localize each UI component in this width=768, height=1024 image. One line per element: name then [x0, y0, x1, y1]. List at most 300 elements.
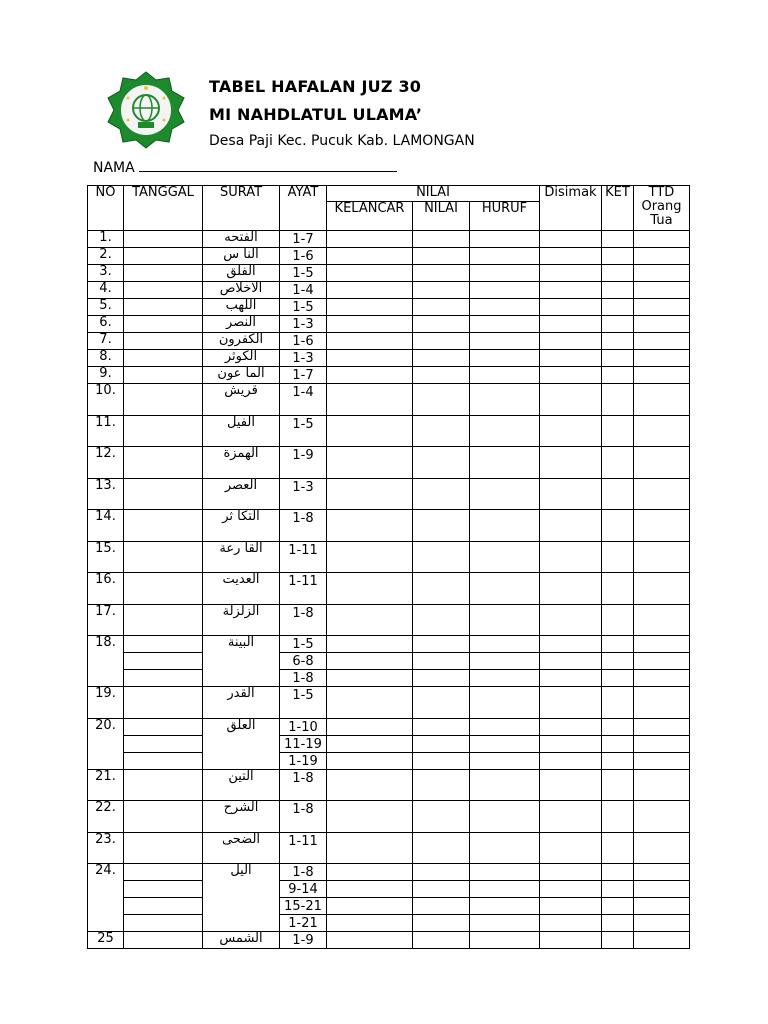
- ayat-range: 11-19: [280, 735, 327, 752]
- row-number: 25: [88, 932, 124, 949]
- kelancar-cell[interactable]: [327, 350, 413, 367]
- kelancar-cell[interactable]: [327, 415, 413, 447]
- nilai-cell[interactable]: [413, 932, 470, 949]
- ket-cell[interactable]: [602, 415, 634, 447]
- ket-cell[interactable]: [602, 541, 634, 573]
- row-number: 18.: [88, 636, 124, 687]
- kelancar-cell[interactable]: [327, 541, 413, 573]
- disimak-cell[interactable]: [540, 384, 602, 416]
- surat-name: الكفرون: [203, 333, 280, 350]
- nilai-cell[interactable]: [413, 384, 470, 416]
- kelancar-cell[interactable]: [327, 932, 413, 949]
- huruf-cell[interactable]: [470, 670, 540, 687]
- tanggal-cell[interactable]: [124, 367, 203, 384]
- disimak-cell[interactable]: [540, 510, 602, 542]
- ttd-cell[interactable]: [634, 333, 690, 350]
- header-ayat: AYAT: [280, 186, 327, 231]
- huruf-cell[interactable]: [470, 636, 540, 653]
- nilai-cell[interactable]: [413, 265, 470, 282]
- surat-name: النصر: [203, 316, 280, 333]
- tanggal-cell[interactable]: [124, 636, 203, 653]
- table-row: [88, 510, 690, 542]
- ttd-cell[interactable]: [634, 864, 690, 881]
- huruf-cell[interactable]: [470, 718, 540, 735]
- table-row: [88, 915, 690, 932]
- kelancar-cell[interactable]: [327, 735, 413, 752]
- huruf-cell[interactable]: [470, 898, 540, 915]
- disimak-cell[interactable]: [540, 932, 602, 949]
- tanggal-cell[interactable]: [124, 350, 203, 367]
- disimak-cell[interactable]: [540, 573, 602, 605]
- tanggal-cell[interactable]: [124, 265, 203, 282]
- disimak-cell[interactable]: [540, 265, 602, 282]
- tanggal-cell[interactable]: [124, 333, 203, 350]
- table-row: [88, 932, 690, 949]
- huruf-cell[interactable]: [470, 333, 540, 350]
- table-row: [88, 864, 690, 881]
- nilai-cell[interactable]: [413, 299, 470, 316]
- nama-label: NAMA: [93, 160, 135, 176]
- nilai-cell[interactable]: [413, 687, 470, 719]
- ayat-range: 1-8: [280, 510, 327, 542]
- ayat-range: 1-8: [280, 801, 327, 833]
- table-row: [88, 333, 690, 350]
- tanggal-cell[interactable]: [124, 447, 203, 479]
- tanggal-cell[interactable]: [124, 687, 203, 719]
- tanggal-cell[interactable]: [124, 299, 203, 316]
- kelancar-cell[interactable]: [327, 299, 413, 316]
- kelancar-cell[interactable]: [327, 670, 413, 687]
- table-row: [88, 282, 690, 299]
- disimak-cell[interactable]: [540, 832, 602, 864]
- ayat-range: 1-6: [280, 333, 327, 350]
- tanggal-cell[interactable]: [124, 653, 203, 670]
- ttd-cell[interactable]: [634, 510, 690, 542]
- tanggal-cell[interactable]: [124, 832, 203, 864]
- ket-cell[interactable]: [602, 687, 634, 719]
- disimak-cell[interactable]: [540, 769, 602, 801]
- table-row: [88, 573, 690, 605]
- table-row: [88, 801, 690, 833]
- kelancar-cell[interactable]: [327, 231, 413, 248]
- kelancar-cell[interactable]: [327, 573, 413, 605]
- nilai-cell[interactable]: [413, 735, 470, 752]
- disimak-cell[interactable]: [540, 864, 602, 881]
- tanggal-cell[interactable]: [124, 415, 203, 447]
- ttd-cell[interactable]: [634, 248, 690, 265]
- ket-cell[interactable]: [602, 752, 634, 769]
- ket-cell[interactable]: [602, 367, 634, 384]
- ttd-cell[interactable]: [634, 670, 690, 687]
- tanggal-cell[interactable]: [124, 898, 203, 915]
- table-row: [88, 752, 690, 769]
- row-number: 21.: [88, 769, 124, 801]
- huruf-cell[interactable]: [470, 769, 540, 801]
- tanggal-cell[interactable]: [124, 932, 203, 949]
- ttd-cell[interactable]: [634, 299, 690, 316]
- nilai-cell[interactable]: [413, 915, 470, 932]
- huruf-cell[interactable]: [470, 541, 540, 573]
- nilai-cell[interactable]: [413, 718, 470, 735]
- nilai-cell[interactable]: [413, 752, 470, 769]
- header-no: NO: [88, 186, 124, 231]
- nilai-cell[interactable]: [413, 636, 470, 653]
- ttd-cell[interactable]: [634, 687, 690, 719]
- ttd-cell[interactable]: [634, 573, 690, 605]
- tanggal-cell[interactable]: [124, 769, 203, 801]
- disimak-cell[interactable]: [540, 415, 602, 447]
- huruf-cell[interactable]: [470, 881, 540, 898]
- disimak-cell[interactable]: [540, 735, 602, 752]
- disimak-cell[interactable]: [540, 350, 602, 367]
- disimak-cell[interactable]: [540, 478, 602, 510]
- row-number: 4.: [88, 282, 124, 299]
- disimak-cell[interactable]: [540, 299, 602, 316]
- kelancar-cell[interactable]: [327, 898, 413, 915]
- surat-name: اليل: [203, 864, 280, 932]
- address: Desa Paji Kec. Pucuk Kab. LAMONGAN: [209, 133, 475, 149]
- row-number: 14.: [88, 510, 124, 542]
- kelancar-cell[interactable]: [327, 604, 413, 636]
- disimak-cell[interactable]: [540, 604, 602, 636]
- ayat-range: 1-11: [280, 541, 327, 573]
- disimak-cell[interactable]: [540, 752, 602, 769]
- row-number: 3.: [88, 265, 124, 282]
- ket-cell[interactable]: [602, 333, 634, 350]
- kelancar-cell[interactable]: [327, 718, 413, 735]
- ket-cell[interactable]: [602, 265, 634, 282]
- nama-field: [93, 159, 397, 176]
- ayat-range: 1-8: [280, 769, 327, 801]
- huruf-cell[interactable]: [470, 915, 540, 932]
- surat-name: التين: [203, 769, 280, 801]
- ket-cell[interactable]: [602, 718, 634, 735]
- row-number: 5.: [88, 299, 124, 316]
- disimak-cell[interactable]: [540, 231, 602, 248]
- ket-cell[interactable]: [602, 801, 634, 833]
- table-row: [88, 636, 690, 653]
- kelancar-cell[interactable]: [327, 687, 413, 719]
- nilai-cell[interactable]: [413, 510, 470, 542]
- disimak-cell[interactable]: [540, 653, 602, 670]
- nilai-cell[interactable]: [413, 653, 470, 670]
- disimak-cell[interactable]: [540, 447, 602, 479]
- ayat-range: 1-7: [280, 231, 327, 248]
- ayat-range: 1-5: [280, 299, 327, 316]
- ket-cell[interactable]: [602, 316, 634, 333]
- ttd-cell[interactable]: [634, 478, 690, 510]
- kelancar-cell[interactable]: [327, 447, 413, 479]
- nilai-cell[interactable]: [413, 898, 470, 915]
- ayat-range: 1-7: [280, 367, 327, 384]
- table-row: [88, 367, 690, 384]
- surat-name: الشمس: [203, 932, 280, 949]
- nilai-cell[interactable]: [413, 864, 470, 881]
- kelancar-cell[interactable]: [327, 832, 413, 864]
- ttd-cell[interactable]: [634, 915, 690, 932]
- kelancar-cell[interactable]: [327, 510, 413, 542]
- disimak-cell[interactable]: [540, 898, 602, 915]
- huruf-cell[interactable]: [470, 687, 540, 719]
- ttd-cell[interactable]: [634, 384, 690, 416]
- ket-cell[interactable]: [602, 832, 634, 864]
- kelancar-cell[interactable]: [327, 864, 413, 881]
- kelancar-cell[interactable]: [327, 282, 413, 299]
- ket-cell[interactable]: [602, 864, 634, 881]
- tanggal-cell[interactable]: [124, 604, 203, 636]
- kelancar-cell[interactable]: [327, 636, 413, 653]
- tanggal-cell[interactable]: [124, 231, 203, 248]
- tanggal-cell[interactable]: [124, 735, 203, 752]
- school-logo: [104, 70, 188, 150]
- nilai-cell[interactable]: [413, 415, 470, 447]
- huruf-cell[interactable]: [470, 265, 540, 282]
- ttd-cell[interactable]: [634, 769, 690, 801]
- ttd-cell[interactable]: [634, 898, 690, 915]
- huruf-cell[interactable]: [470, 316, 540, 333]
- huruf-cell[interactable]: [470, 384, 540, 416]
- ket-cell[interactable]: [602, 384, 634, 416]
- tanggal-cell[interactable]: [124, 316, 203, 333]
- header-nilai-group: NILAI: [327, 186, 540, 202]
- nilai-cell[interactable]: [413, 832, 470, 864]
- ttd-cell[interactable]: [634, 718, 690, 735]
- ket-cell[interactable]: [602, 282, 634, 299]
- ket-cell[interactable]: [602, 881, 634, 898]
- huruf-cell[interactable]: [470, 864, 540, 881]
- huruf-cell[interactable]: [470, 415, 540, 447]
- surat-name: قريش: [203, 384, 280, 416]
- disimak-cell[interactable]: [540, 636, 602, 653]
- ttd-cell[interactable]: [634, 801, 690, 833]
- disimak-cell[interactable]: [540, 316, 602, 333]
- nilai-cell[interactable]: [413, 248, 470, 265]
- nilai-cell[interactable]: [413, 604, 470, 636]
- huruf-cell[interactable]: [470, 248, 540, 265]
- tanggal-cell[interactable]: [124, 510, 203, 542]
- disimak-cell[interactable]: [540, 801, 602, 833]
- disimak-cell[interactable]: [540, 248, 602, 265]
- huruf-cell[interactable]: [470, 832, 540, 864]
- tanggal-cell[interactable]: [124, 282, 203, 299]
- row-number: 9.: [88, 367, 124, 384]
- kelancar-cell[interactable]: [327, 801, 413, 833]
- tanggal-cell[interactable]: [124, 670, 203, 687]
- nilai-cell[interactable]: [413, 447, 470, 479]
- row-number: 11.: [88, 415, 124, 447]
- table-row: [88, 769, 690, 801]
- surat-name: العلق: [203, 718, 280, 769]
- ket-cell[interactable]: [602, 299, 634, 316]
- tanggal-cell[interactable]: [124, 864, 203, 881]
- ket-cell[interactable]: [602, 653, 634, 670]
- huruf-cell[interactable]: [470, 231, 540, 248]
- tanggal-cell[interactable]: [124, 384, 203, 416]
- tanggal-cell[interactable]: [124, 718, 203, 735]
- nilai-cell[interactable]: [413, 670, 470, 687]
- table-row: [88, 447, 690, 479]
- ket-cell[interactable]: [602, 636, 634, 653]
- kelancar-cell[interactable]: [327, 881, 413, 898]
- ket-cell[interactable]: [602, 915, 634, 932]
- row-number: 7.: [88, 333, 124, 350]
- row-number: 12.: [88, 447, 124, 479]
- huruf-cell[interactable]: [470, 478, 540, 510]
- huruf-cell[interactable]: [470, 573, 540, 605]
- ttd-cell[interactable]: [634, 735, 690, 752]
- ket-cell[interactable]: [602, 350, 634, 367]
- ttd-cell[interactable]: [634, 415, 690, 447]
- disimak-cell[interactable]: [540, 282, 602, 299]
- tanggal-cell[interactable]: [124, 541, 203, 573]
- ayat-range: 1-8: [280, 604, 327, 636]
- huruf-cell[interactable]: [470, 932, 540, 949]
- ttd-cell[interactable]: [634, 316, 690, 333]
- ttd-cell[interactable]: [634, 350, 690, 367]
- nilai-cell[interactable]: [413, 316, 470, 333]
- huruf-cell[interactable]: [470, 752, 540, 769]
- surat-name: الكوثر: [203, 350, 280, 367]
- kelancar-cell[interactable]: [327, 333, 413, 350]
- nilai-cell[interactable]: [413, 367, 470, 384]
- ket-cell[interactable]: [602, 769, 634, 801]
- kelancar-cell[interactable]: [327, 384, 413, 416]
- ttd-cell[interactable]: [634, 881, 690, 898]
- ttd-cell[interactable]: [634, 604, 690, 636]
- surat-name: البينة: [203, 636, 280, 687]
- table-row: [88, 316, 690, 333]
- tanggal-cell[interactable]: [124, 248, 203, 265]
- ayat-range: 1-4: [280, 384, 327, 416]
- ttd-cell[interactable]: [634, 367, 690, 384]
- surat-name: الفيل: [203, 415, 280, 447]
- huruf-cell[interactable]: [470, 653, 540, 670]
- huruf-cell[interactable]: [470, 801, 540, 833]
- ayat-range: 1-9: [280, 932, 327, 949]
- ket-cell[interactable]: [602, 510, 634, 542]
- ket-cell[interactable]: [602, 670, 634, 687]
- header-kelancar: KELANCAR: [327, 202, 413, 231]
- disimak-cell[interactable]: [540, 367, 602, 384]
- huruf-cell[interactable]: [470, 447, 540, 479]
- huruf-cell[interactable]: [470, 350, 540, 367]
- table-row: [88, 384, 690, 416]
- nilai-cell[interactable]: [413, 801, 470, 833]
- ket-cell[interactable]: [602, 447, 634, 479]
- ttd-cell[interactable]: [634, 832, 690, 864]
- tanggal-cell[interactable]: [124, 801, 203, 833]
- ttd-cell[interactable]: [634, 653, 690, 670]
- header-disimak: Disimak: [540, 186, 602, 231]
- ttd-cell[interactable]: [634, 447, 690, 479]
- huruf-cell[interactable]: [470, 735, 540, 752]
- ket-cell[interactable]: [602, 231, 634, 248]
- ket-cell[interactable]: [602, 898, 634, 915]
- disimak-cell[interactable]: [540, 687, 602, 719]
- surat-name: الفلق: [203, 265, 280, 282]
- ttd-cell[interactable]: [634, 932, 690, 949]
- ket-cell[interactable]: [602, 604, 634, 636]
- kelancar-cell[interactable]: [327, 248, 413, 265]
- table-row: [88, 604, 690, 636]
- row-number: 8.: [88, 350, 124, 367]
- disimak-cell[interactable]: [540, 881, 602, 898]
- kelancar-cell[interactable]: [327, 316, 413, 333]
- surat-name: الضحى: [203, 832, 280, 864]
- ket-cell[interactable]: [602, 248, 634, 265]
- ayat-range: 1-21: [280, 915, 327, 932]
- kelancar-cell[interactable]: [327, 653, 413, 670]
- kelancar-cell[interactable]: [327, 752, 413, 769]
- ayat-range: 1-3: [280, 350, 327, 367]
- disimak-cell[interactable]: [540, 915, 602, 932]
- nilai-cell[interactable]: [413, 333, 470, 350]
- tanggal-cell[interactable]: [124, 573, 203, 605]
- table-row: [88, 898, 690, 915]
- nilai-cell[interactable]: [413, 573, 470, 605]
- disimak-cell[interactable]: [540, 670, 602, 687]
- kelancar-cell[interactable]: [327, 367, 413, 384]
- kelancar-cell[interactable]: [327, 478, 413, 510]
- nilai-cell[interactable]: [413, 231, 470, 248]
- table-row: [88, 735, 690, 752]
- row-number: 2.: [88, 248, 124, 265]
- table-row: [88, 653, 690, 670]
- huruf-cell[interactable]: [470, 604, 540, 636]
- kelancar-cell[interactable]: [327, 769, 413, 801]
- tanggal-cell[interactable]: [124, 915, 203, 932]
- nilai-cell[interactable]: [413, 769, 470, 801]
- disimak-cell[interactable]: [540, 541, 602, 573]
- surat-name: العديت: [203, 573, 280, 605]
- nilai-cell[interactable]: [413, 881, 470, 898]
- ket-cell[interactable]: [602, 735, 634, 752]
- ttd-cell[interactable]: [634, 265, 690, 282]
- huruf-cell[interactable]: [470, 282, 540, 299]
- ttd-cell[interactable]: [634, 231, 690, 248]
- ket-cell[interactable]: [602, 573, 634, 605]
- disimak-cell[interactable]: [540, 333, 602, 350]
- table-row: [88, 541, 690, 573]
- nilai-cell[interactable]: [413, 478, 470, 510]
- ayat-range: 1-19: [280, 752, 327, 769]
- tanggal-cell[interactable]: [124, 752, 203, 769]
- nilai-cell[interactable]: [413, 541, 470, 573]
- nilai-cell[interactable]: [413, 350, 470, 367]
- kelancar-cell[interactable]: [327, 915, 413, 932]
- ayat-range: 6-8: [280, 653, 327, 670]
- row-number: 24.: [88, 864, 124, 932]
- hafalan-table: [87, 185, 690, 949]
- header-huruf: HURUF: [470, 202, 540, 231]
- huruf-cell[interactable]: [470, 299, 540, 316]
- tanggal-cell[interactable]: [124, 881, 203, 898]
- tanggal-cell[interactable]: [124, 478, 203, 510]
- huruf-cell[interactable]: [470, 367, 540, 384]
- kelancar-cell[interactable]: [327, 265, 413, 282]
- ttd-cell[interactable]: [634, 752, 690, 769]
- disimak-cell[interactable]: [540, 718, 602, 735]
- nilai-cell[interactable]: [413, 282, 470, 299]
- huruf-cell[interactable]: [470, 510, 540, 542]
- ket-cell[interactable]: [602, 932, 634, 949]
- ttd-cell[interactable]: [634, 636, 690, 653]
- ttd-cell[interactable]: [634, 282, 690, 299]
- ttd-cell[interactable]: [634, 541, 690, 573]
- surat-name: الشرح: [203, 801, 280, 833]
- surat-name: التكا ثر: [203, 510, 280, 542]
- ket-cell[interactable]: [602, 478, 634, 510]
